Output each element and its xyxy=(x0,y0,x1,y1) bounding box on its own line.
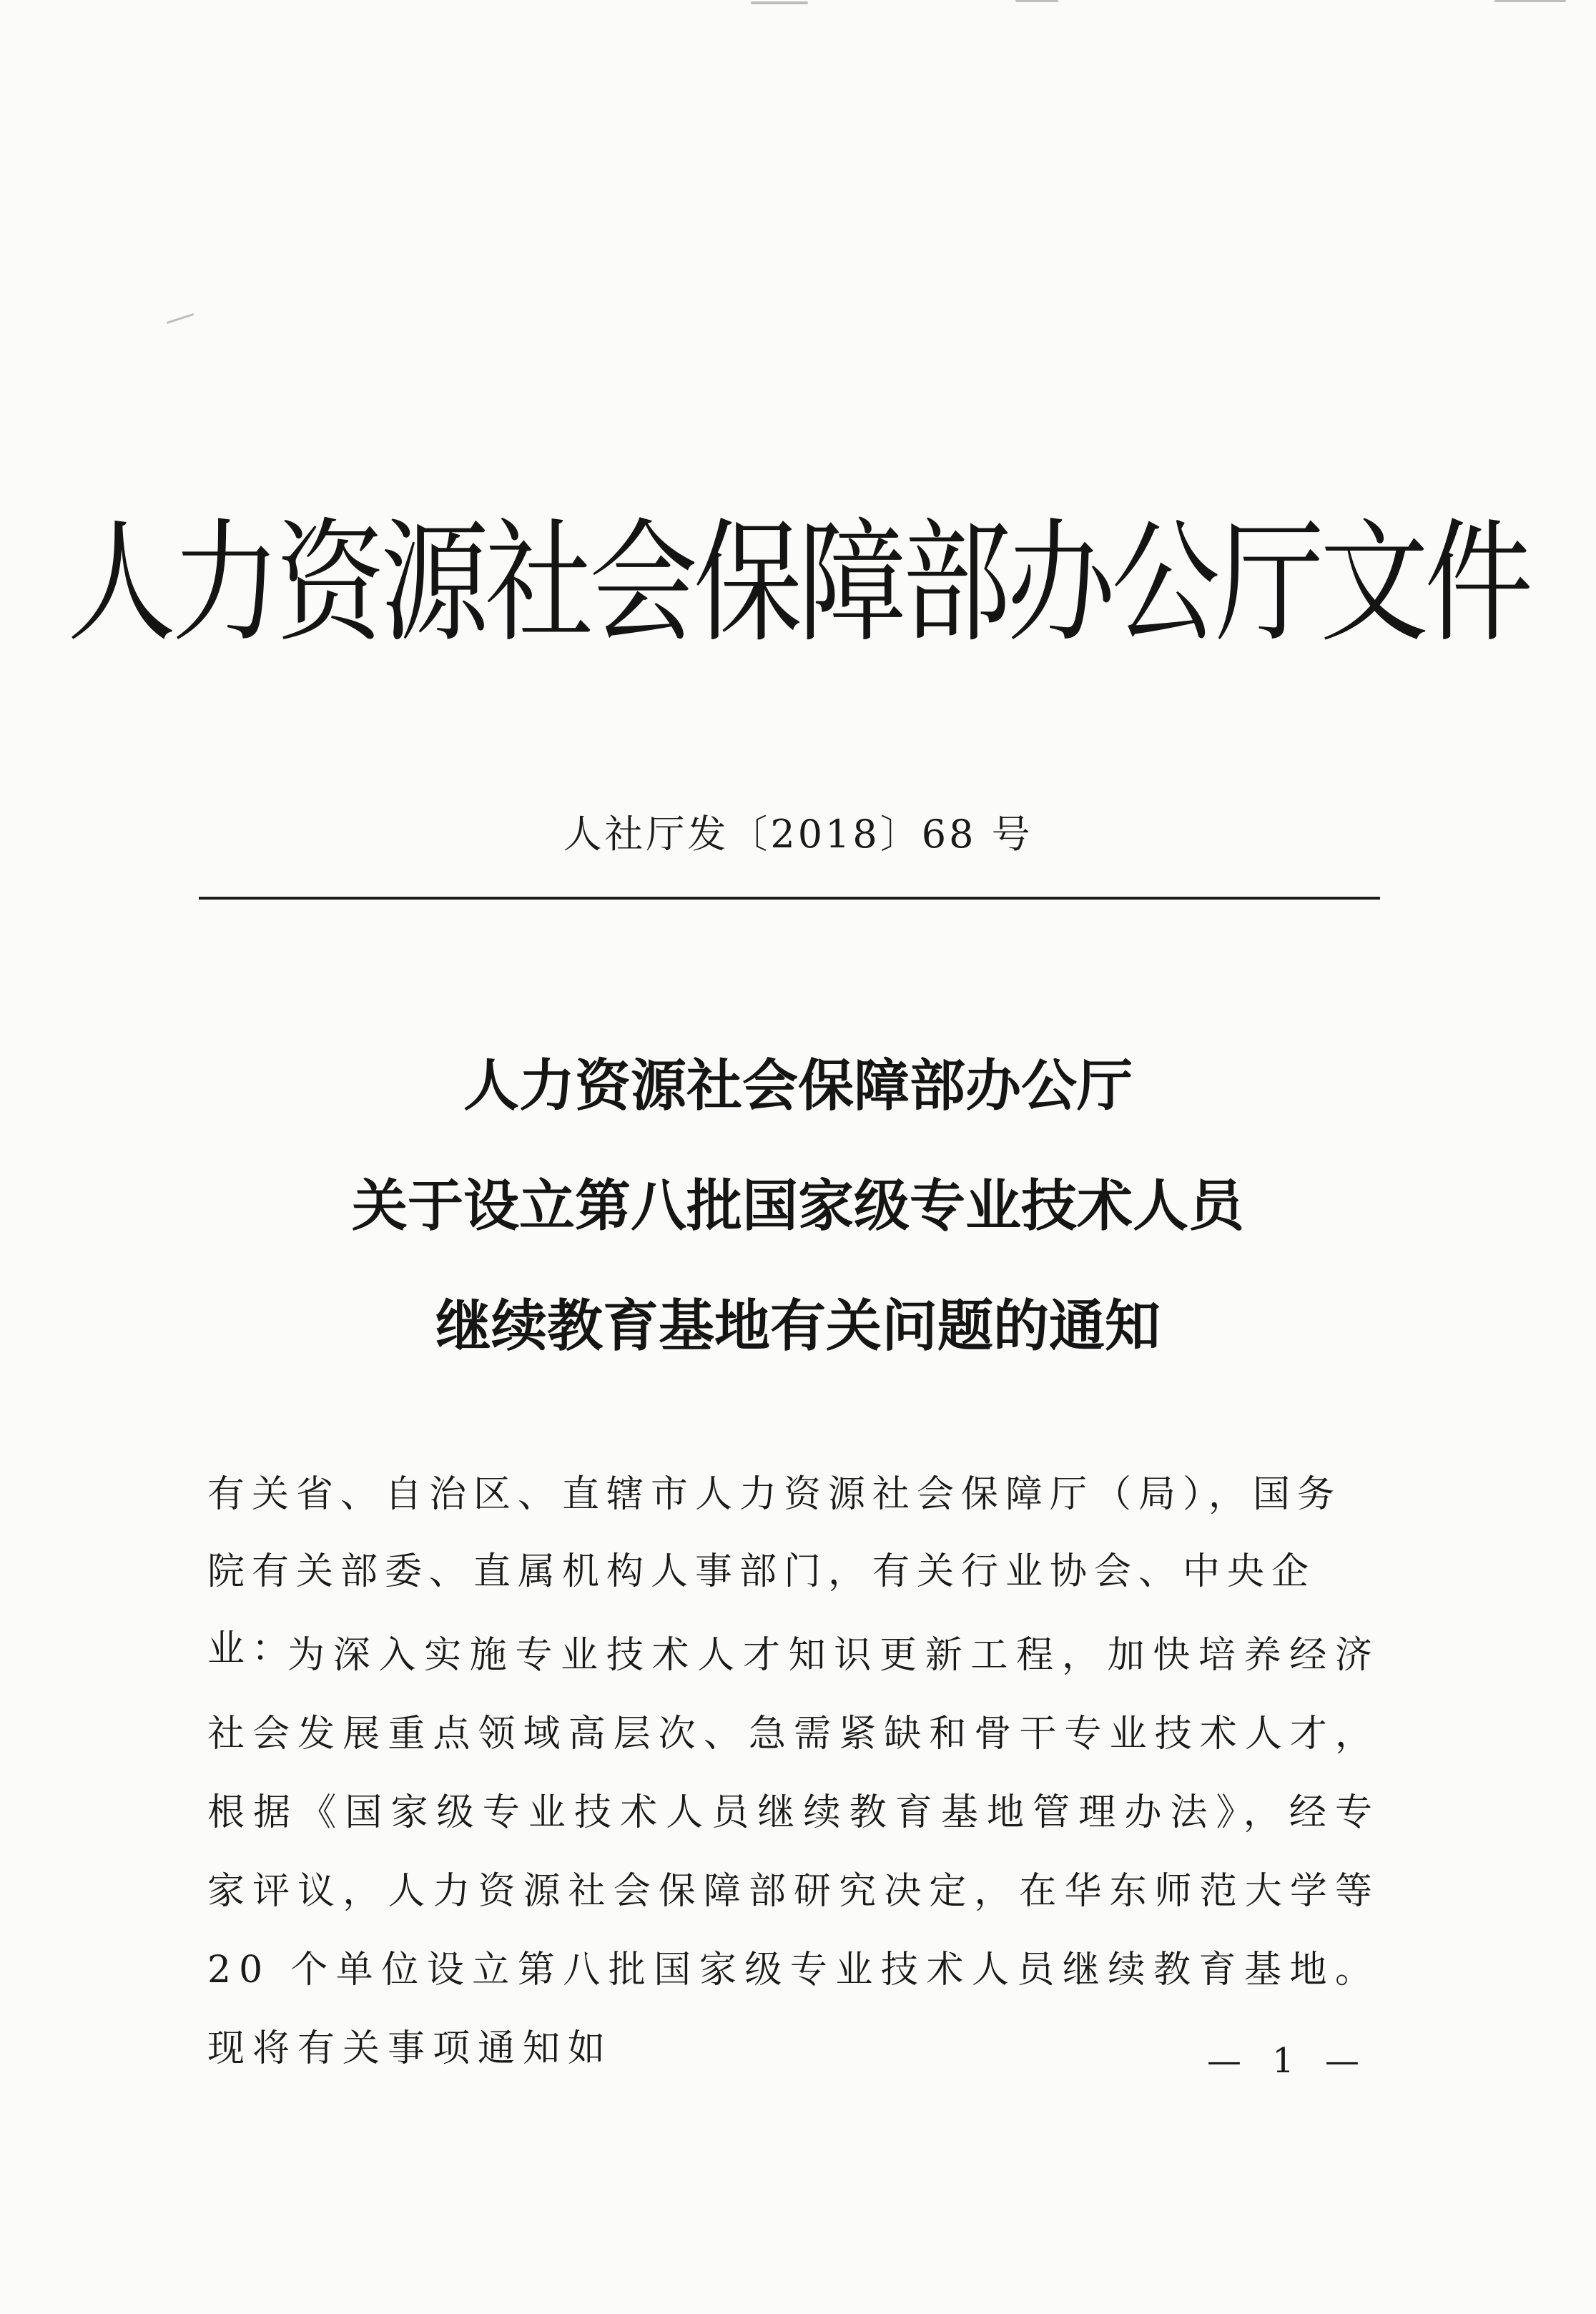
title-line-2: 关于设立第八批国家级专业技术人员 xyxy=(351,1174,1244,1239)
scan-speck xyxy=(1494,0,1566,2)
document-issuer-header: 人力资源社会保障部办公厅文件 xyxy=(67,506,1529,661)
scan-speck xyxy=(1015,0,1058,2)
title-line-3: 继续教育基地有关问题的通知 xyxy=(435,1294,1161,1359)
document-title xyxy=(0,1054,1596,1419)
scan-speck xyxy=(751,1,808,4)
page-number: — 1 — xyxy=(1207,2041,1370,2081)
title-line-1: 人力资源社会保障部办公厅 xyxy=(463,1054,1133,1118)
body-paragraph-1: 为深入实施专业技术人才知识更新工程，加快培养经济社会发展重点领域高层次、急需紧缺和骨干专业技术人才，根据《国家级专业技术人员继续教育基地管理办法》，经专家评议，人力资源社会保障部研究决定，在华东师范大学等 20 个单位设立第八批国家级专业技术人员继续教育基地。现将有关事项通知如 xyxy=(207,1634,1380,2070)
header-divider xyxy=(199,897,1380,900)
addressee-paragraph: 有关省、自治区、直辖市人力资源社会保障厅（局），国务院有关部委、直属机构人事部门，有关行业协会、中央企业： xyxy=(207,1473,1342,1670)
document-number: 人社厅发〔2018〕68 号 xyxy=(563,812,1033,857)
scan-speck xyxy=(167,313,194,324)
